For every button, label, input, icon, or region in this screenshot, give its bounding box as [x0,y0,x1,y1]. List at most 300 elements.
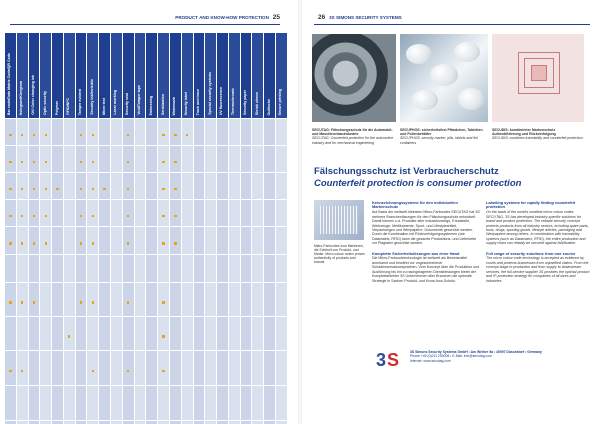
availability-dot [9,215,11,217]
availability-dot [92,134,94,136]
pills-photo [400,34,488,122]
availability-dot [127,215,129,217]
matrix-column-label: Security paper [243,90,248,115]
availability-dot [45,242,47,244]
matrix-cell [111,119,123,146]
matrix-cell [111,255,123,283]
caption-secuphos-en: SECUPHOS: security marker, pills, tablets and foil containers [400,136,478,145]
matrix-cell [252,200,264,227]
protection-matrix-table [4,32,288,424]
matrix-cell [169,421,181,424]
matrix-column-label: Laser marking [113,90,118,115]
matrix-cell [40,227,52,255]
matrix-cell [181,200,193,227]
matrix-cell [240,317,252,351]
availability-dot [127,188,129,190]
company-address [410,350,590,363]
matrix-row [5,317,288,351]
matrix-cell [169,119,181,146]
availability-dot [162,188,164,190]
matrix-cell [275,386,287,421]
availability-dot [33,215,35,217]
col1-paragraph-1: Auf Basis der weltweit kleinsten Mikro-Farbcodes SECUTAG hat 3S mehrere Branchenlösungen für den Fälschungsschutz entwickelt. Damit können u.a. Produkte aller Industriezweige, Ersatzteile, Werkzeuge, Medikamente, Sport- und Lifestyleartikel, Verpackungen und Wertpapiere, Dokumente geschützt werden. Durch die Kombination mit Rückverfolgungssystemen (wie Datamatrix, RFID) kann die gesamte Produktions- und Lieferkette vor Plagiaten geschützt werden. [372,210,480,246]
matrix-cell [87,421,99,424]
logo-digit: 3 [376,350,387,370]
matrix-cell [264,200,276,227]
matrix-cell [205,146,217,173]
col1-paragraph-2: Die Mikro-Farbcodetechnologie ist weltweit als Beweismittel anerkannt und bewährt vor ungeschriebener Schadensersatzansprüchen. Vom Konzept über die Produktion und Ausführung bis hin zu nachgelagerten Dienstleistungen bietet der Komplettanbieter 3S Unternehmen aller Branchen die optimale Strategie in Sachen Produkt- und Know-how-Schutz. [372,256,480,283]
availability-dot [9,301,11,303]
availability-dot [92,370,94,372]
matrix-cell [275,351,287,386]
col1-heading-1: Kennzeichnungssysteme für den individuellen Markenschutz [372,200,458,210]
matrix-cell [193,227,205,255]
availability-dot [45,188,47,190]
matrix-column-label: Guilloche [266,98,271,115]
availability-dot [33,161,35,163]
availability-dot [9,370,11,372]
matrix-cell [264,351,276,386]
matrix-cell [181,421,193,424]
matrix-cell [75,173,87,200]
matrix-cell [252,317,264,351]
matrix-cell [169,317,181,351]
matrix-cell [87,119,99,146]
matrix-cell [205,421,217,424]
matrix-cell [228,386,240,421]
matrix-cell [275,173,287,200]
matrix-cell [16,283,28,317]
matrix-cell [111,173,123,200]
matrix-column-label: Secure printing [278,88,283,115]
matrix-cell [111,146,123,173]
availability-dot [80,188,82,190]
matrix-row [5,283,288,317]
matrix-cell [240,283,252,317]
title-english: Counterfeit protection is consumer protection [314,178,522,189]
availability-dot [80,134,82,136]
matrix-cell [52,255,64,283]
availability-dot [33,188,35,190]
availability-dot [127,370,129,372]
matrix-cell [275,255,287,283]
matrix-column-header [134,33,146,119]
matrix-cell [40,421,52,424]
left-page-number: 25 [272,14,280,21]
matrix-cell [134,173,146,200]
matrix-cell [240,255,252,283]
right-page-number: 26 [318,14,326,21]
matrix-cell [134,421,146,424]
matrix-cell [228,173,240,200]
matrix-cell [252,255,264,283]
matrix-cell [28,386,40,421]
matrix-cell [40,283,52,317]
matrix-cell [158,283,170,317]
matrix-cell [122,386,134,421]
matrix-cell [63,283,75,317]
address-line-3: Internet: www.secutag.com [410,358,451,363]
availability-dot [68,335,70,337]
matrix-cell [146,146,158,173]
matrix-cell [146,351,158,386]
matrix-cell [228,283,240,317]
matrix-cell [40,119,52,146]
matrix-cell [16,255,28,283]
matrix-cell [275,421,287,424]
matrix-cell [111,283,123,317]
matrix-cell [158,119,170,146]
matrix-cell [75,200,87,227]
matrix-cell [5,283,17,317]
matrix-cell [122,173,134,200]
matrix-cell [5,421,17,424]
right-header-title: 3S SIMONS SECURITY SYSTEMS [329,15,402,20]
matrix-cell [134,146,146,173]
matrix-cell [122,227,134,255]
matrix-cell [252,421,264,424]
matrix-column-header [52,33,64,119]
availability-dot [9,161,11,163]
matrix-row [5,200,288,227]
right-page [300,0,600,424]
availability-dot [127,134,129,136]
matrix-cell [217,421,229,424]
matrix-cell [134,351,146,386]
german-text-column [372,201,480,289]
matrix-cell [75,351,87,386]
availability-dot [162,301,164,303]
matrix-column-header [217,33,229,119]
matrix-cell [181,317,193,351]
matrix-cell [52,119,64,146]
matrix-cell [181,255,193,283]
matrix-cell [5,227,17,255]
matrix-cell [40,255,52,283]
matrix-cell [169,173,181,200]
address-line-2: Phone +49 (0)211 250008 • E-Mail: info@secutag.com [410,354,492,359]
matrix-column-label: OVI Color changing ink [31,75,36,115]
matrix-cell [264,227,276,255]
matrix-cell [193,386,205,421]
matrix-cell [87,173,99,200]
caption-secutag-en: SECUTAG: Counterfeit protection for the automotive industry and for mechanical engineering [312,136,394,145]
matrix-cell [228,119,240,146]
col1-heading-2: Komplette Sicherheitslösungen aus einer Hand [372,250,460,256]
availability-dot [162,161,164,163]
matrix-cell [87,200,99,227]
matrix-cell [205,255,217,283]
matrix-cell [16,119,28,146]
matrix-cell [240,173,252,200]
availability-dot [92,188,94,190]
matrix-cell [75,146,87,173]
matrix-cell [205,317,217,351]
availability-dot [92,301,94,303]
matrix-cell [52,386,64,421]
matrix-cell [169,146,181,173]
title-german: Fälschungsschutz ist Verbraucherschutz [314,166,499,177]
matrix-cell [217,119,229,146]
matrix-cell [63,421,75,424]
availability-dot [56,188,58,190]
matrix-cell [252,283,264,317]
matrix-cell [264,386,276,421]
matrix-cell [275,119,287,146]
matrix-cell [134,317,146,351]
matrix-cell [205,351,217,386]
matrix-cell [52,317,64,351]
matrix-cell [28,227,40,255]
matrix-row [5,146,288,173]
matrix-cell [264,119,276,146]
matrix-cell [75,317,87,351]
matrix-cell [275,283,287,317]
matrix-cell [87,351,99,386]
english-text-column [486,201,590,289]
matrix-cell [217,255,229,283]
matrix-cell [181,173,193,200]
matrix-cell [75,421,87,424]
matrix-cell [252,227,264,255]
matrix-cell [122,421,134,424]
matrix-cell [158,146,170,173]
matrix-row [5,386,288,421]
matrix-cell [28,200,40,227]
matrix-cell [87,227,99,255]
matrix-column-label: Void/Tamper tape [137,85,142,115]
matrix-cell [75,255,87,283]
matrix-cell [228,255,240,283]
matrix-cell [193,351,205,386]
matrix-column-header [240,33,252,119]
caption-secutag [312,128,396,145]
matrix-cell [217,386,229,421]
matrix-cell [40,146,52,173]
matrix-cell [63,386,75,421]
matrix-column-label: Micro text [101,98,106,115]
availability-dot [80,301,82,303]
matrix-cell [122,255,134,283]
availability-dot [21,242,23,244]
matrix-row [5,173,288,200]
matrix-column-header [252,33,264,119]
availability-dot [45,215,47,217]
matrix-column-header [28,33,40,119]
matrix-cell [169,283,181,317]
matrix-cell [75,119,87,146]
availability-dot [127,301,129,303]
matrix-cell [16,146,28,173]
matrix-cell [87,317,99,351]
matrix-cell [134,283,146,317]
matrix-cell [264,146,276,173]
matrix-cell [134,227,146,255]
matrix-cell [146,255,158,283]
matrix-cell [146,283,158,317]
matrix-cell [264,255,276,283]
right-header-rule [314,24,590,25]
matrix-cell [111,200,123,227]
availability-dot [186,134,188,136]
matrix-cell [52,421,64,424]
matrix-cell [193,283,205,317]
matrix-cell [228,200,240,227]
matrix-cell [228,317,240,351]
matrix-cell [111,386,123,421]
availability-dot [21,161,23,163]
matrix-cell [158,227,170,255]
col2-heading-1: Labelling systems for rapidly finding counterfeit protection [486,200,576,210]
matrix-cell [28,351,40,386]
matrix-column-label: UV fluorescence [219,86,224,115]
matrix-cell [5,317,17,351]
caption-secudis [492,128,584,141]
matrix-cell [181,283,193,317]
matrix-cell [240,227,252,255]
matrix-cell [217,317,229,351]
availability-dot [174,215,176,217]
right-page-header [318,14,402,21]
matrix-cell [205,283,217,317]
matrix-cell [252,173,264,200]
matrix-cell [205,227,217,255]
left-header-rule [10,24,280,25]
availability-dot [162,335,164,337]
matrix-cell [16,227,28,255]
micro-colour-code-photo [314,200,364,240]
matrix-cell [40,351,52,386]
matrix-cell [75,283,87,317]
matrix-cell [52,173,64,200]
availability-dot [45,134,47,136]
availability-dot [92,161,94,163]
matrix-cell [122,317,134,351]
availability-dot [127,242,129,244]
left-page-header [175,14,280,21]
matrix-column-header [275,33,287,119]
availability-dot [9,242,11,244]
matrix-cell [193,255,205,283]
matrix-cell [275,146,287,173]
availability-dot [80,161,82,163]
matrix-cell [252,146,264,173]
rfid-tag-photo [492,34,584,122]
matrix-cell [63,317,75,351]
matrix-cell [5,173,17,200]
availability-dot [80,242,82,244]
matrix-cell [122,119,134,146]
matrix-cell [181,227,193,255]
matrix-cell [158,200,170,227]
matrix-column-header [99,33,111,119]
3s-logo [376,350,406,372]
matrix-cell [205,173,217,200]
matrix-column-header [146,33,158,119]
matrix-cell [193,119,205,146]
matrix-cell [228,421,240,424]
availability-dot [162,242,164,244]
matrix-cell [52,351,64,386]
matrix-column-label: Thermochromic [231,87,236,115]
matrix-cell [169,386,181,421]
matrix-cell [5,255,17,283]
availability-dot [33,242,35,244]
matrix-cell [193,200,205,227]
matrix-cell [169,351,181,386]
matrix-cell [158,173,170,200]
matrix-cell [5,146,17,173]
matrix-cell [205,119,217,146]
availability-dot [33,301,35,303]
availability-dot [21,134,23,136]
matrix-cell [264,173,276,200]
availability-dot [162,215,164,217]
matrix-cell [275,200,287,227]
availability-dot [33,134,35,136]
gear-photo [312,34,396,122]
matrix-column-header [63,33,75,119]
matrix-cell [111,227,123,255]
matrix-column-label: RFID/NFC [66,98,71,115]
matrix-column-header [158,33,170,119]
matrix-cell [63,255,75,283]
matrix-cell [240,351,252,386]
protection-matrix [4,32,288,424]
matrix-cell [99,146,111,173]
matrix-cell [146,421,158,424]
matrix-column-label: Polymer [54,100,59,115]
matrix-column-header [111,33,123,119]
matrix-cell [181,119,193,146]
matrix-cell [52,283,64,317]
availability-dot [45,161,47,163]
matrix-column-label: Optic security [42,91,47,115]
matrix-cell [228,351,240,386]
matrix-column-header [40,33,52,119]
availability-dot [9,134,11,136]
matrix-cell [205,200,217,227]
matrix-column-header [5,33,17,119]
matrix-column-label: Tamper evident [78,88,83,115]
matrix-cell [28,119,40,146]
matrix-cell [99,200,111,227]
matrix-cell [134,255,146,283]
availability-dot [21,301,23,303]
matrix-cell [28,283,40,317]
col2-paragraph-2: The micro colour code technology is accepted as evidence by courts and protects businesses from unjustified claims. From the concept stage to production and from supply to downstream services, the full-service supplier 3S provides the optimal product and IP-protection strategy for companies of all sizes and industries. [486,256,590,283]
matrix-cell [193,146,205,173]
matrix-cell [63,351,75,386]
availability-dot [80,215,82,217]
availability-dot [162,370,164,372]
matrix-cell [252,351,264,386]
matrix-row [5,351,288,386]
matrix-row [5,421,288,424]
matrix-cell [240,386,252,421]
matrix-cell [16,317,28,351]
matrix-column-label: Hologram/Kinegram [19,80,24,115]
matrix-row [5,227,288,255]
matrix-cell [122,351,134,386]
matrix-cell [228,146,240,173]
matrix-column-header [169,33,181,119]
matrix-cell [275,317,287,351]
matrix-cell [146,227,158,255]
caption-secudis-en: SECUDIS: combines traceability and counterfeit protection [492,136,583,141]
matrix-cell [99,317,111,351]
matrix-cell [28,173,40,200]
